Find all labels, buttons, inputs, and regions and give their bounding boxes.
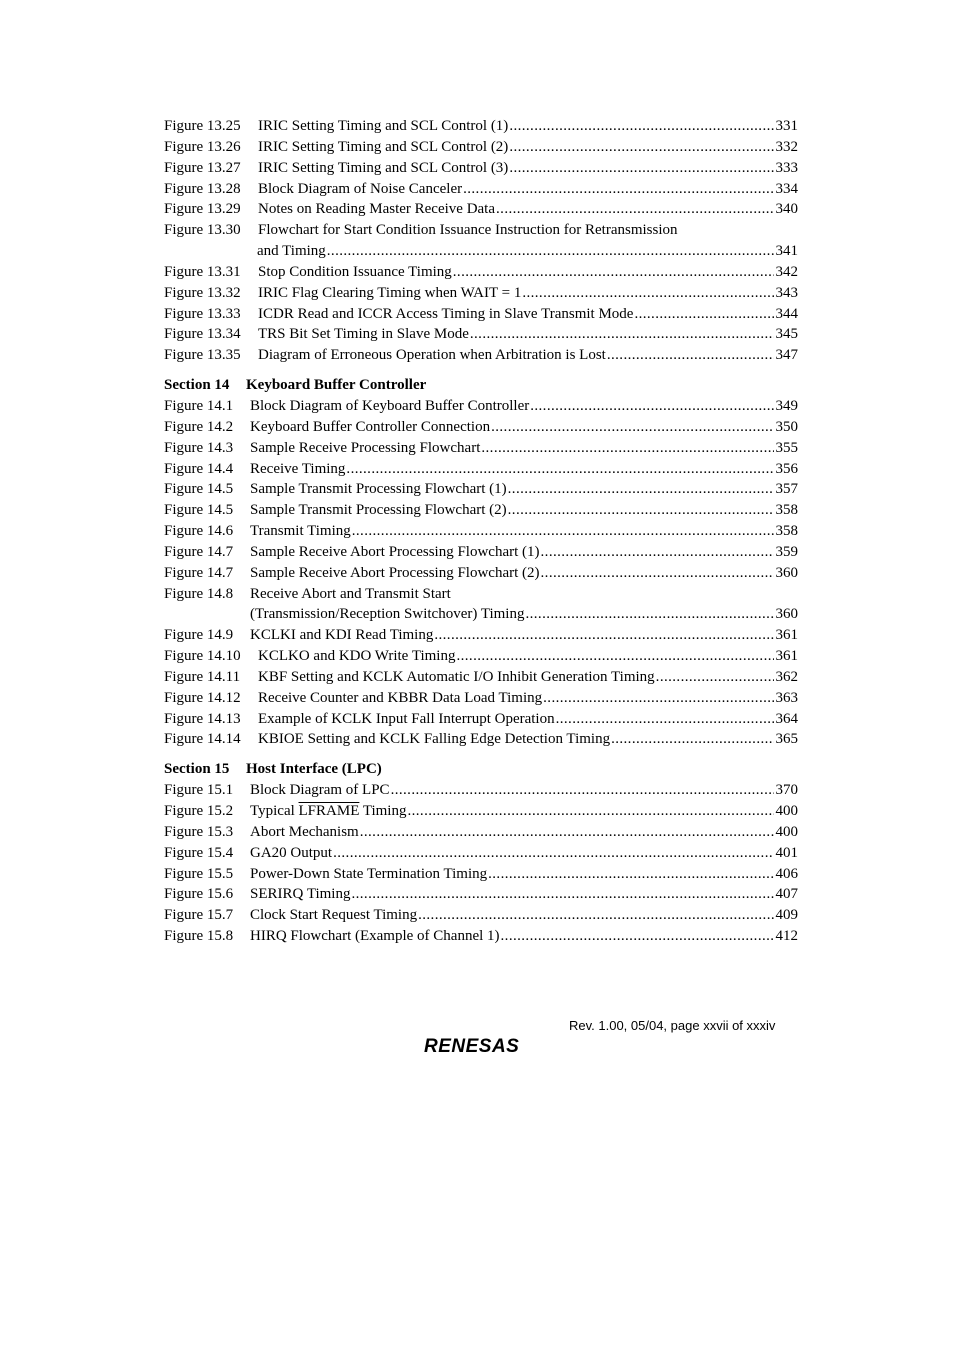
dot-leader [481,438,773,459]
figure-number: Figure 15.8 [164,928,234,945]
toc-entry[interactable] [164,646,798,667]
section-heading [164,759,798,780]
toc-entry[interactable] [164,479,798,500]
dot-leader [611,729,773,750]
page-number: 358 [775,502,798,519]
figure-number: Figure 15.2 [164,803,234,819]
dot-leader [491,417,773,438]
toc-entry[interactable] [164,688,798,709]
page-number: 407 [775,886,798,903]
page-number: 412 [775,928,798,945]
dot-leader [453,262,774,283]
figure-title: Power-Down State Termination Timing [250,864,488,885]
dot-leader [509,158,773,179]
figure-title: KBF Setting and KCLK Automatic I/O Inhibit Generation Timing [258,667,656,688]
page-number: 370 [775,782,798,799]
toc-entry[interactable] [164,667,798,688]
figure-number: Figure 13.30 [164,222,241,239]
toc-entry[interactable] [164,584,798,605]
dot-leader [556,709,774,730]
figure-title: Receive Timing [250,459,346,480]
figure-title: Abort Mechanism [250,822,360,843]
figure-number: Figure 13.32 [164,284,241,301]
figure-title: and Timing [257,241,327,262]
dot-leader [333,843,773,864]
page-number: 406 [775,865,798,882]
figure-title: Receive Counter and KBBR Data Load Timing [258,688,543,709]
figure-title: SERIRQ Timing [250,884,351,905]
toc-entry[interactable] [164,283,798,304]
toc-entry[interactable] [164,905,798,926]
figure-title: Receive Abort and Transmit Start [250,584,452,605]
figure-title: Flowchart for Start Condition Issuance Instruction for Retransmission [258,220,679,241]
figure-number: Figure 13.26 [164,138,241,155]
dot-leader [530,396,773,417]
figure-number: Figure 14.11 [164,668,241,685]
section-number: Section 14 [164,377,230,394]
dot-leader [407,801,773,822]
figure-number: Figure 14.7 [164,564,234,581]
dot-leader [391,780,774,801]
figure-number: Figure 14.8 [164,585,234,602]
figure-number: Figure 13.31 [164,263,241,280]
toc-entry[interactable] [164,179,798,200]
figure-number: Figure 15.3 [164,823,234,840]
figure-number: Figure 14.2 [164,418,234,435]
dot-leader [346,459,773,480]
page-number: 347 [775,347,798,364]
toc-entry[interactable] [164,304,798,325]
figure-number: Figure 14.6 [164,523,234,540]
figure-title: Sample Transmit Processing Flowchart (2) [250,500,508,521]
page-number: 332 [775,138,798,155]
toc-entry[interactable] [164,709,798,730]
toc-entry[interactable] [164,417,798,438]
figure-number: Figure 14.9 [164,627,234,644]
figure-title: Sample Receive Abort Processing Flowchart (2) [250,563,541,584]
figure-number: Figure 14.12 [164,689,241,706]
figure-title: KBIOE Setting and KCLK Falling Edge Detection Timing [258,729,611,750]
dot-leader [522,283,773,304]
dot-leader [541,563,774,584]
figure-title: Sample Transmit Processing Flowchart (1) [250,479,508,500]
figure-number: Figure 15.5 [164,865,234,882]
page-number: 357 [775,481,798,498]
figure-title: ICDR Read and ICCR Access Timing in Slave Transmit Mode [258,304,634,325]
figure-number: Figure 15.6 [164,886,234,903]
section-heading [164,375,798,396]
figure-title: Block Diagram of LPC [250,780,391,801]
figure-number: Figure 14.4 [164,460,234,477]
toc-entry[interactable] [164,459,798,480]
dot-leader [456,646,773,667]
toc-entry[interactable] [164,843,798,864]
toc-entry[interactable] [164,864,798,885]
figure-title: Transmit Timing [250,521,352,542]
page-number: 334 [775,180,798,197]
page-number: 344 [775,305,798,322]
page-number: 350 [775,418,798,435]
toc-entry[interactable] [164,199,798,220]
page-number: 356 [775,460,798,477]
figure-title: Notes on Reading Master Receive Data [258,199,496,220]
figure-number: Figure 14.5 [164,481,234,498]
toc-entry[interactable] [164,729,798,750]
figure-title: KCLKI and KDI Read Timing [250,625,434,646]
toc-entry[interactable] [164,801,798,822]
toc-entry[interactable] [164,324,798,345]
toc-entry[interactable] [164,780,798,801]
section-title: Host Interface (LPC) [246,761,382,778]
page-number: 355 [775,439,798,456]
figure-number: Figure 13.28 [164,180,241,197]
figure-number: Figure 14.10 [164,648,241,665]
dot-leader [509,137,773,158]
figure-number: Figure 14.1 [164,397,234,414]
toc-page [164,116,798,947]
page-footer: Rev. 1.00, 05/04, page xxvii of xxxiv [569,1018,776,1033]
page-number: 409 [775,907,798,924]
dot-leader [541,542,774,563]
page-number: 361 [775,627,798,644]
toc-entry[interactable] [164,345,798,366]
figure-number: Figure 13.33 [164,305,241,322]
figure-number: Figure 14.14 [164,731,241,748]
toc-entry[interactable] [164,542,798,563]
toc-entry[interactable] [164,116,798,137]
figure-number: Figure 14.3 [164,439,234,456]
toc-entry[interactable] [164,625,798,646]
figure-number: Figure 14.7 [164,543,234,560]
dot-leader [470,324,774,345]
toc-entry[interactable] [164,884,798,905]
page-number: 342 [775,263,798,280]
page-number: 400 [775,803,798,819]
toc-entry[interactable] [164,262,798,283]
figure-title: Sample Receive Processing Flowchart [250,438,481,459]
figure-number: Figure 14.5 [164,502,234,519]
figure-title: Typical LFRAME Timing [250,801,407,822]
page-number: 362 [775,668,798,685]
dot-leader [360,822,774,843]
figure-number: Figure 14.13 [164,710,241,727]
dot-leader [463,179,773,200]
toc-entry[interactable] [164,500,798,521]
dot-leader [508,479,774,500]
figure-title: (Transmission/Reception Switchover) Timing [250,604,525,625]
figure-title: IRIC Setting Timing and SCL Control (3) [258,158,509,179]
dot-leader [508,500,774,521]
section-title: Keyboard Buffer Controller [246,377,427,394]
page-number: 360 [775,606,798,623]
page-number: 365 [775,731,798,748]
figure-title: IRIC Setting Timing and SCL Control (1) [258,116,509,137]
page-number: 358 [775,523,798,540]
toc-entry[interactable] [164,521,798,542]
dot-leader [543,688,773,709]
page-number: 341 [775,243,798,260]
page-number: 364 [775,710,798,727]
figure-number: Figure 13.34 [164,326,241,343]
section-number: Section 15 [164,761,230,778]
page-number: 359 [775,543,798,560]
page-number: 361 [775,648,798,665]
figure-title: KCLKO and KDO Write Timing [258,646,456,667]
figure-title: Stop Condition Issuance Timing [258,262,453,283]
toc-entry[interactable] [164,220,798,241]
dot-leader [351,884,773,905]
figure-title: Example of KCLK Input Fall Interrupt Operation [258,709,556,730]
dot-leader [488,864,773,885]
page-number: 331 [775,118,798,134]
figure-title: Keyboard Buffer Controller Connection [250,417,491,438]
figure-number: Figure 13.25 [164,118,241,134]
svg-text:RENESAS: RENESAS [424,1036,520,1056]
figure-title: TRS Bit Set Timing in Slave Mode [258,324,470,345]
page-number: 401 [775,844,798,861]
renesas-logo [422,1034,542,1056]
figure-number: Figure 15.7 [164,907,234,924]
dot-leader [327,241,774,262]
toc-entry[interactable] [164,241,798,262]
figure-number: Figure 15.1 [164,782,234,799]
toc-entry[interactable] [164,158,798,179]
page-number: 400 [775,823,798,840]
figure-title: Sample Receive Abort Processing Flowchart (1) [250,542,541,563]
page-number: 340 [775,201,798,218]
page-number: 349 [775,397,798,414]
figure-title: Diagram of Erroneous Operation when Arbitration is Lost [258,345,607,366]
figure-number: Figure 13.29 [164,201,241,218]
dot-leader [352,521,774,542]
page-number: 345 [775,326,798,343]
dot-leader [418,905,773,926]
toc-entry[interactable] [164,926,798,947]
toc-entry[interactable] [164,604,798,625]
figure-number: Figure 13.27 [164,159,241,176]
dot-leader [496,199,773,220]
toc-entry[interactable] [164,396,798,417]
dot-leader [501,926,774,947]
dot-leader [634,304,773,325]
figure-title: GA20 Output [250,843,333,864]
toc-entry[interactable] [164,438,798,459]
figure-title: IRIC Flag Clearing Timing when WAIT = 1 [258,283,522,304]
page-number: 360 [775,564,798,581]
toc-entry[interactable] [164,563,798,584]
figure-title: Clock Start Request Timing [250,905,418,926]
figure-number: Figure 15.4 [164,844,234,861]
page-number: 333 [775,159,798,176]
dot-leader [656,667,774,688]
dot-leader [607,345,774,366]
dot-leader [509,116,773,137]
figure-title: Block Diagram of Keyboard Buffer Controller [250,396,530,417]
figure-title: HIRQ Flowchart (Example of Channel 1) [250,926,501,947]
page-number: 363 [775,689,798,706]
figure-title: IRIC Setting Timing and SCL Control (2) [258,137,509,158]
toc-entry[interactable] [164,137,798,158]
toc-entry[interactable] [164,822,798,843]
page-number: 343 [775,284,798,301]
figure-title: Block Diagram of Noise Canceler [258,179,463,200]
dot-leader [434,625,773,646]
dot-leader [525,604,773,625]
figure-number: Figure 13.35 [164,347,241,364]
